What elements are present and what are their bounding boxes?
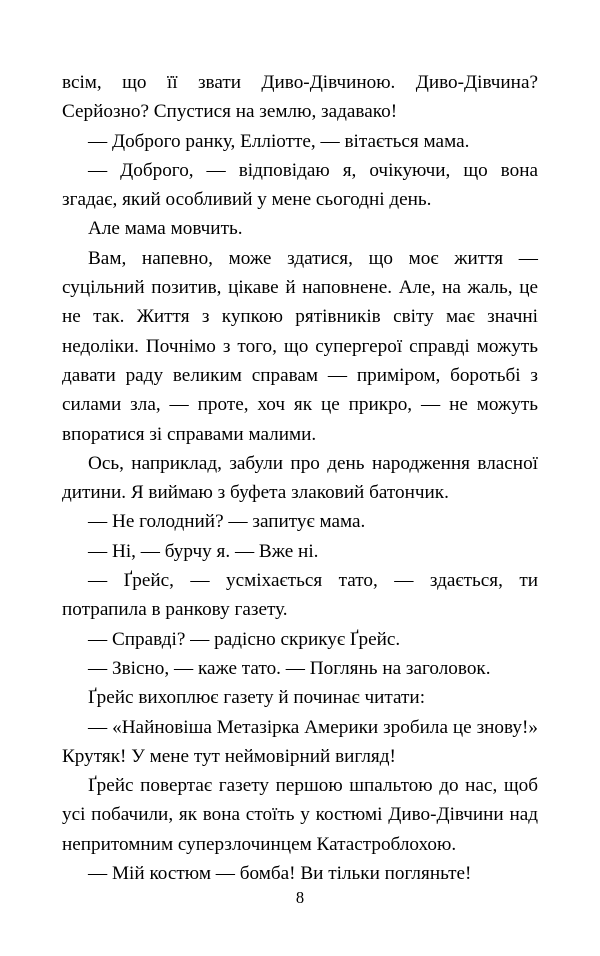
paragraph: — Не голодний? — запитує мама. bbox=[88, 511, 366, 533]
paragraph: Але мама мовчить. bbox=[88, 218, 243, 240]
page-number: 8 bbox=[295, 888, 305, 907]
paragraph: всім, що її звати Диво-Дівчиною. Диво-Дівчина? Серйозно? Спустися на землю, задавако! bbox=[62, 72, 538, 123]
page-body-text bbox=[62, 68, 538, 888]
paragraph: — Справді? — радісно скрикує Ґрейс. bbox=[88, 628, 401, 650]
paragraph: — Ґрейс, — усміхається тато, — здається, ти потрапила в ранкову газету. bbox=[62, 570, 538, 621]
paragraph: Ґрейс повертає газету першою шпальтою до нас, щоб усі побачили, як вона стоїть у костюмі Диво-Дівчини над непритомним суперзлочинцем Катастроблохою. bbox=[62, 775, 538, 855]
paragraph: — Доброго ранку, Елліотте, — вітається мама. bbox=[88, 130, 470, 152]
paragraph: Ґрейс вихоплює газету й починає читати: bbox=[88, 687, 426, 709]
paragraph: — Мій костюм — бомба! Ви тільки погляньте! bbox=[88, 863, 472, 885]
paragraph: — «Найновіша Метазірка Америки зробила це знову!» Крутяк! У мене тут неймовірний вигляд! bbox=[62, 716, 538, 767]
paragraph: — Доброго, — відповідаю я, очікуючи, що вона згадає, який особливий у мене сьогодні день. bbox=[62, 159, 538, 211]
paragraph: Ось, наприклад, забули про день народження власної дитини. Я виймаю з буфета злаковий батончик. bbox=[62, 452, 538, 504]
paragraph: Вам, напевно, може здатися, що моє життя — суцільний позитив, цікаве й наповнене. Але, на жаль, це не так. Життя з купкою рятівників світу має значні недоліки. Почнімо з того, що супергерої справді можуть давати раду великим справам — приміром, боротьбі з силами зла, — проте, хоч як це прикро, — не можуть впоратися зі справами малими. bbox=[62, 247, 538, 445]
paragraph: — Звісно, — каже тато. — Поглянь на заголовок. bbox=[88, 657, 491, 679]
paragraph: — Ні, — бурчу я. — Вже ні. bbox=[88, 540, 319, 562]
